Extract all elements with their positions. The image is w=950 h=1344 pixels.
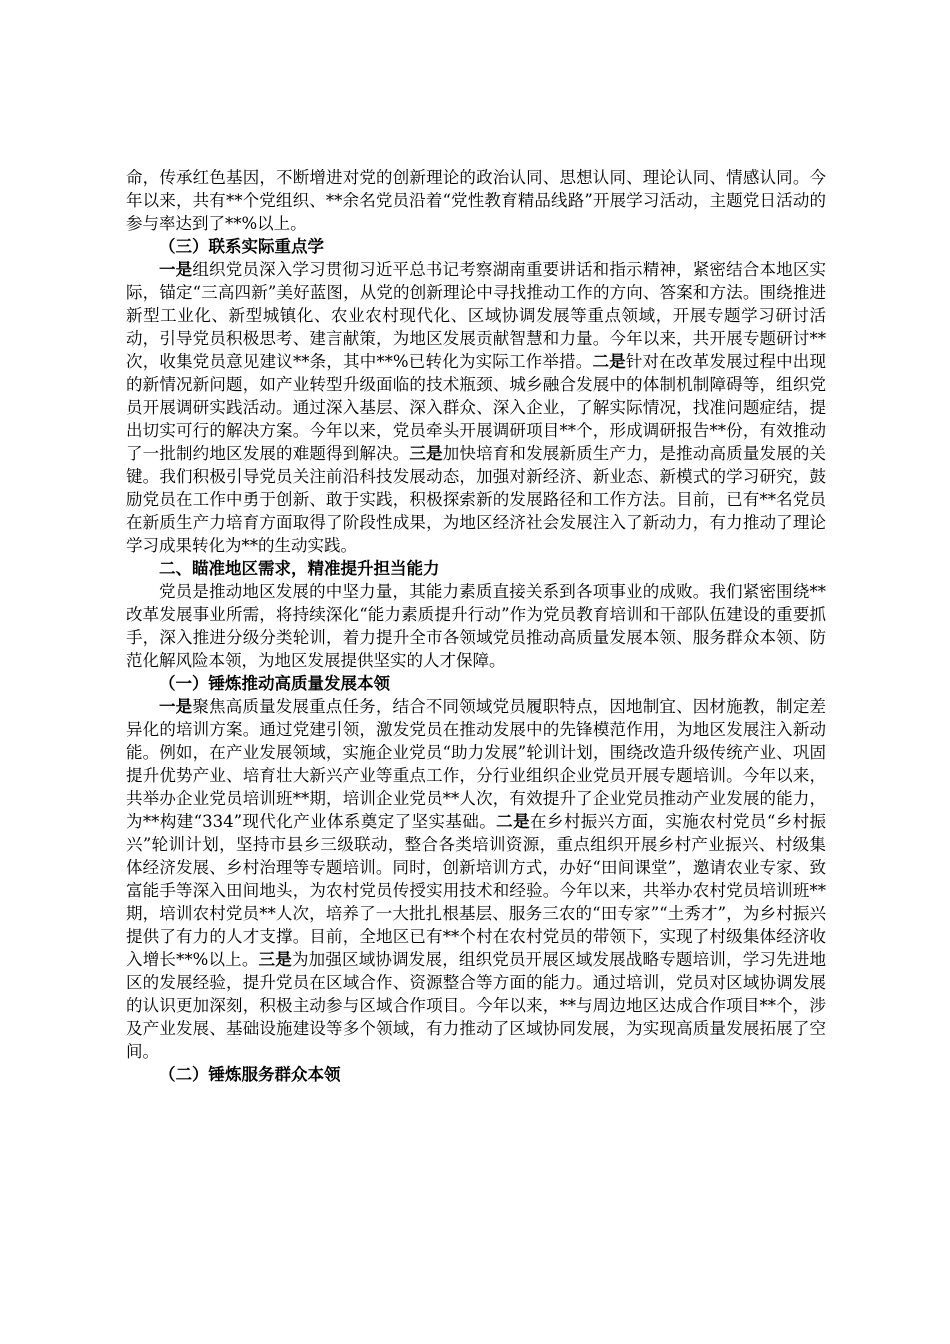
paragraph-regional-needs-intro: 党员是推动地区发展的中坚力量，其能力素质直接关系到各项事业的成败。我们紧密围绕**改革发展事业所需，将持续深化“能力素质提升行动”作为党员教育培训和干部队伍建设的重要抓手，深入推进分级分类轮训，着力提升全市各领域党员推动高质量发展本领、服务群众本领、防范化解风险本领，为地区发展提供坚实的人才保障。 <box>126 582 826 670</box>
chapter-heading-regional-needs: 二、瞄准地区需求，精准提升担当能力 <box>159 559 440 578</box>
lead-first: 一是 <box>159 697 193 716</box>
section-heading-serving-masses: （二）锤炼服务群众本领 <box>159 1065 341 1084</box>
paragraph-continuation: 命，传承红色基因，不断增进对党的创新理论的政治认同、思想认同、理论认同、情感认同。今年以来，共有**个党组织、**余名党员沿着“党性教育精品线路”开展学习活动，主题党日活动的参与率达到了**%以上。 <box>126 168 826 233</box>
paragraph-segment: 为加强区域协调发展，组织党员开展区域发展战略专题培训，学习先进地区的发展经验，提升党员在区域合作、资源整合等方面的能力。通过培训，党员对区域协调发展的认识更加深刻，积极主动参与区域合作项目。今年以来，**与周边地区达成合作项目**个，涉及产业发展、基础设施建设等多个领域，有力推动了区域协同发展，为实现高质量发展拓展了空间。 <box>126 950 826 1061</box>
paragraph-high-quality-development <box>126 695 826 1063</box>
paragraph-segment: 组织党员深入学习贯彻习近平总书记考察湖南重要讲话和指示精神，紧密结合本地区实际，锚定“三高四新”美好蓝图，从党的创新理论中寻找推动工作的方向、答案和方法。围绕推进新型工业化、新型城镇化、农业农村现代化、区域协调发展等重点领域，开展专题学习研讨活动，引导党员积极思考、建言献策，为地区发展贡献智慧和力量。今年以来，共开展专题研讨**次，收集党员意见建议**条，其中**%已转化为实际工作举措。 <box>126 260 827 371</box>
paragraph-segment: 针对在改革发展过程中出现的新情况新问题，如产业转型升级面临的技术瓶颈、城乡融合发展中的体制机制障碍等，组织党员开展调研实践活动。通过深入基层、深入群众、深入企业，了解实际情况，找准问题症结，提出切实可行的解决方案。今年以来，党员牵头开展调研项目**个，形成调研报告**份，有效推动了一批制约地区发展的难题得到解决。 <box>126 352 826 463</box>
section-heading-practical-study: （三）联系实际重点学 <box>159 237 324 256</box>
lead-second: 二是 <box>496 812 531 831</box>
document-page <box>126 166 826 1086</box>
lead-third: 三是 <box>409 444 443 463</box>
lead-first: 一是 <box>159 260 193 279</box>
paragraph-segment: 在乡村振兴方面，实施农村党员“乡村振兴”轮训计划，坚持市县乡三级联动，整合各类培训资源，重点组织开展乡村产业振兴、村级集体经济发展、乡村治理等专题培训。同时，创新培训方式，办好“田间课堂”，邀请农业专家、致富能手等深入田间地头，为农村党员传授实用技术和经验。今年以来，共举办农村党员培训班**期，培训农村党员**人次，培养了一大批扎根基层、服务三农的“田专家”“土秀才”，为乡村振兴提供了有力的人才支撑。目前，全地区已有**个村在农村党员的带领下，实现了村级集体经济收入增长**%以上。 <box>126 812 827 969</box>
paragraph-segment: 聚焦高质量发展重点任务，结合不同领域党员履职特点，因地制宜、因材施教，制定差异化的培训方案。通过党建引领，激发党员在推动发展中的先锋模范作用，为地区发展注入新动能。例如，在产业发展领域，实施企业党员“助力发展”轮训计划，围绕改造升级传统产业、巩固提升优势产业、培育壮大新兴产业等重点工作，分行业组织企业党员开展专题培训。今年以来，共举办企业党员培训班**期，培训企业党员**人次，有效提升了企业党员推动产业发展的能力，为**构建“334”现代化产业体系奠定了坚实基础。 <box>126 697 827 831</box>
paragraph-practical-study <box>126 258 826 557</box>
paragraph-segment: 加快培育和发展新质生产力，是推动高质量发展的关键。我们积极引导党员关注前沿科技发展动态，加强对新经济、新业态、新模式的学习研究，鼓励党员在工作中勇于创新、敢于实践，积极探索新的发展路径和工作方法。目前，已有**名党员在新质生产力培育方面取得了阶段性成果，为地区经济社会发展注入了新动力，有力推动了理论学习成果转化为**的生动实践。 <box>126 444 827 555</box>
lead-second: 二是 <box>592 352 626 371</box>
lead-third: 三是 <box>258 950 292 969</box>
section-heading-high-quality-development: （一）锤炼推动高质量发展本领 <box>159 674 390 693</box>
